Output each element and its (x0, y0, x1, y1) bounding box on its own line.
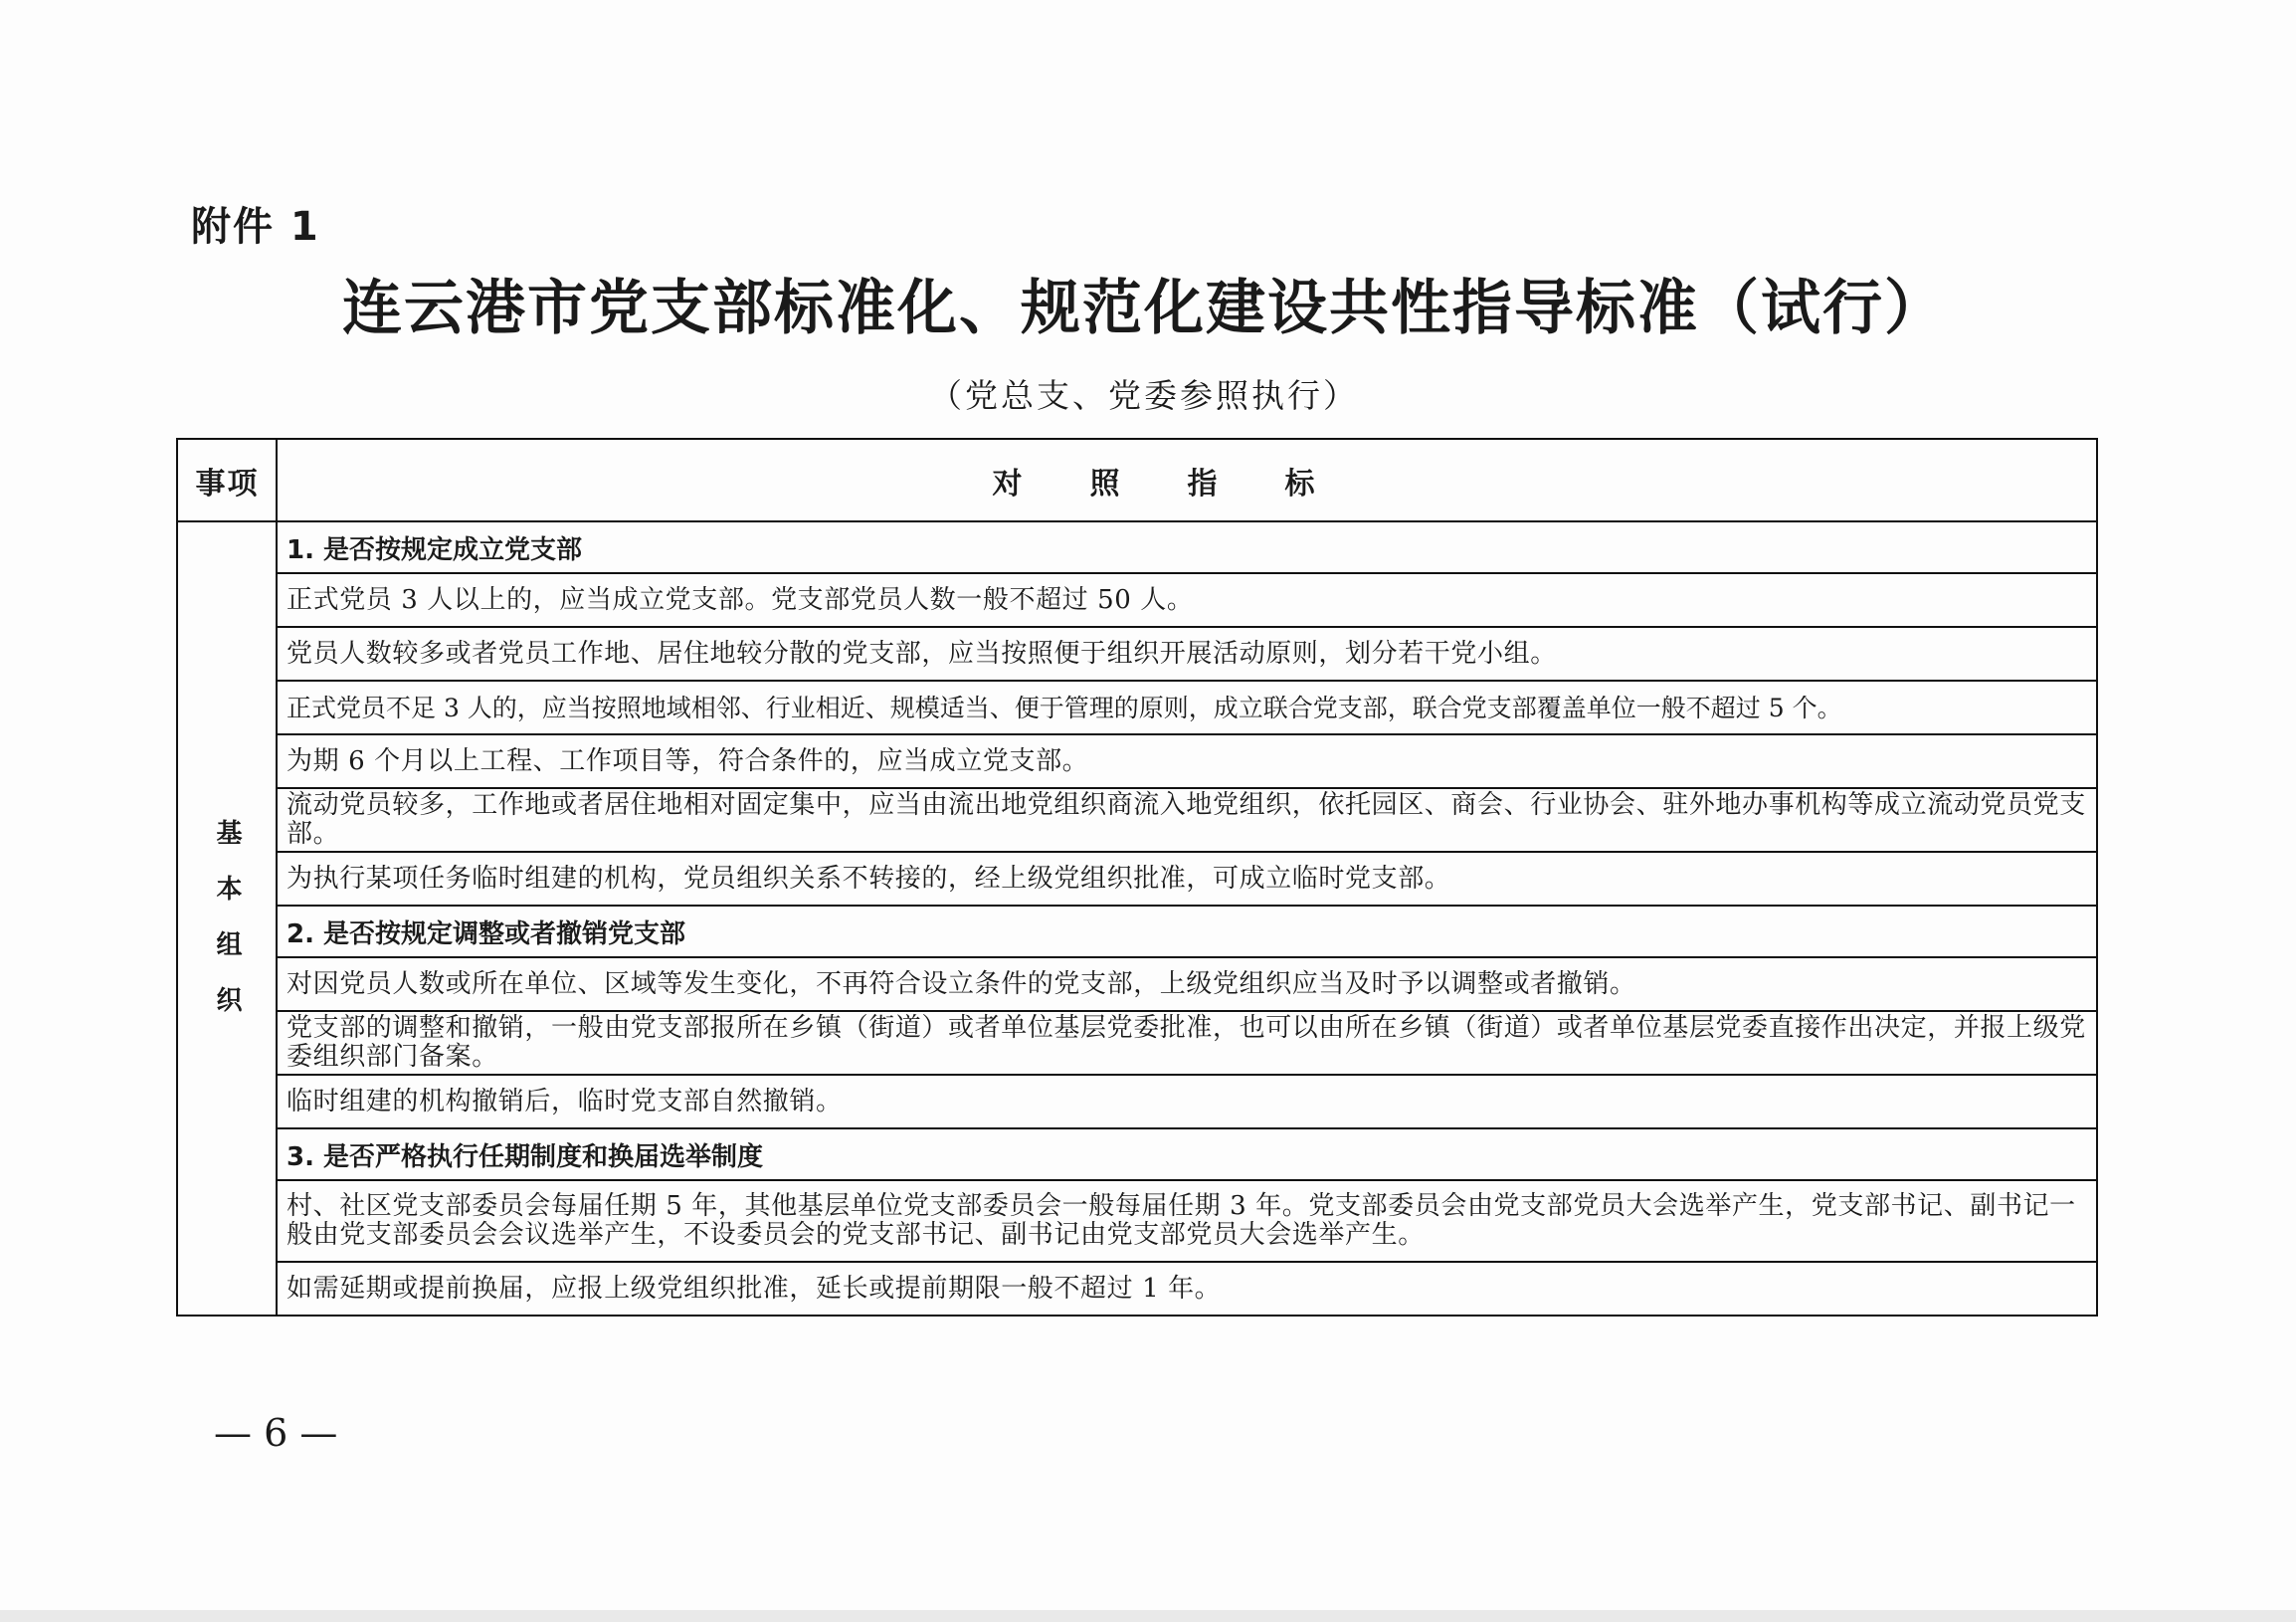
table-row (177, 1075, 2097, 1128)
criterion-text: 对因党员人数或所在单位、区域等发生变化，不再符合设立条件的党支部，上级党组织应当及时予以调整或者撤销。 (277, 957, 2097, 1011)
criterion-text: 为期 6 个月以上工程、工作项目等，符合条件的，应当成立党支部。 (277, 734, 2097, 788)
criterion-text: 为执行某项任务临时组建的机构，党员组织关系不转接的，经上级党组织批准，可成立临时党支部。 (277, 852, 2097, 906)
criterion-text: 正式党员不足 3 人的，应当按照地域相邻、行业相近、规模适当、便于管理的原则，成立联合党支部，联合党支部覆盖单位一般不超过 5 个。 (277, 681, 2097, 734)
criteria-table (176, 438, 2098, 1317)
table-row (177, 573, 2097, 627)
criterion-text: 流动党员较多，工作地或者居住地相对固定集中，应当由流出地党组织商流入地党组织，依托园区、商会、行业协会、驻外地办事机构等成立流动党员党支部。 (277, 788, 2097, 852)
criterion-text: 正式党员 3 人以上的，应当成立党支部。党支部党员人数一般不超过 50 人。 (277, 573, 2097, 627)
header-criteria: 对照指标 (277, 439, 2097, 521)
table-row (177, 734, 2097, 788)
category-label: 基本组织 (212, 818, 242, 1042)
table-row (177, 957, 2097, 1011)
page-number: — 6 — (214, 1411, 338, 1455)
table-row (177, 1180, 2097, 1262)
document-subtitle: （党总支、党委参照执行） (929, 376, 1359, 415)
document-title: 连云港市党支部标准化、规范化建设共性指导标准（试行） (342, 274, 1946, 343)
criterion-text: 党员人数较多或者党员工作地、居住地较分散的党支部，应当按照便于组织开展活动原则，划分若干党小组。 (277, 627, 2097, 681)
table-row (177, 627, 2097, 681)
table-header-row (177, 439, 2097, 521)
table-row (177, 788, 2097, 852)
table-row (177, 1011, 2097, 1075)
table-row (177, 852, 2097, 906)
section-heading: 2. 是否按规定调整或者撤销党支部 (277, 906, 2097, 957)
table-row (177, 1128, 2097, 1180)
table-row (177, 1262, 2097, 1316)
attachment-label: 附件 1 (191, 204, 320, 250)
criterion-text: 如需延期或提前换届，应报上级党组织批准，延长或提前期限一般不超过 1 年。 (277, 1262, 2097, 1316)
category-cell (177, 521, 277, 1316)
table-row (177, 681, 2097, 734)
section-heading: 1. 是否按规定成立党支部 (277, 521, 2097, 573)
table-row (177, 521, 2097, 573)
criterion-text: 临时组建的机构撤销后，临时党支部自然撤销。 (277, 1075, 2097, 1128)
page-bottom-edge (0, 1610, 2296, 1622)
header-item: 事项 (177, 439, 277, 521)
criterion-text: 村、社区党支部委员会每届任期 5 年，其他基层单位党支部委员会一般每届任期 3 年。党支部委员会由党支部党员大会选举产生，党支部书记、副书记一般由党支部委员会会议选举产生，不设委员会的党支部书记、副书记由党支部党员大会选举产生。 (277, 1180, 2097, 1262)
criterion-text: 党支部的调整和撤销，一般由党支部报所在乡镇（街道）或者单位基层党委批准，也可以由所在乡镇（街道）或者单位基层党委直接作出决定，并报上级党委组织部门备案。 (277, 1011, 2097, 1075)
table-row (177, 906, 2097, 957)
section-heading: 3. 是否严格执行任期制度和换届选举制度 (277, 1128, 2097, 1180)
